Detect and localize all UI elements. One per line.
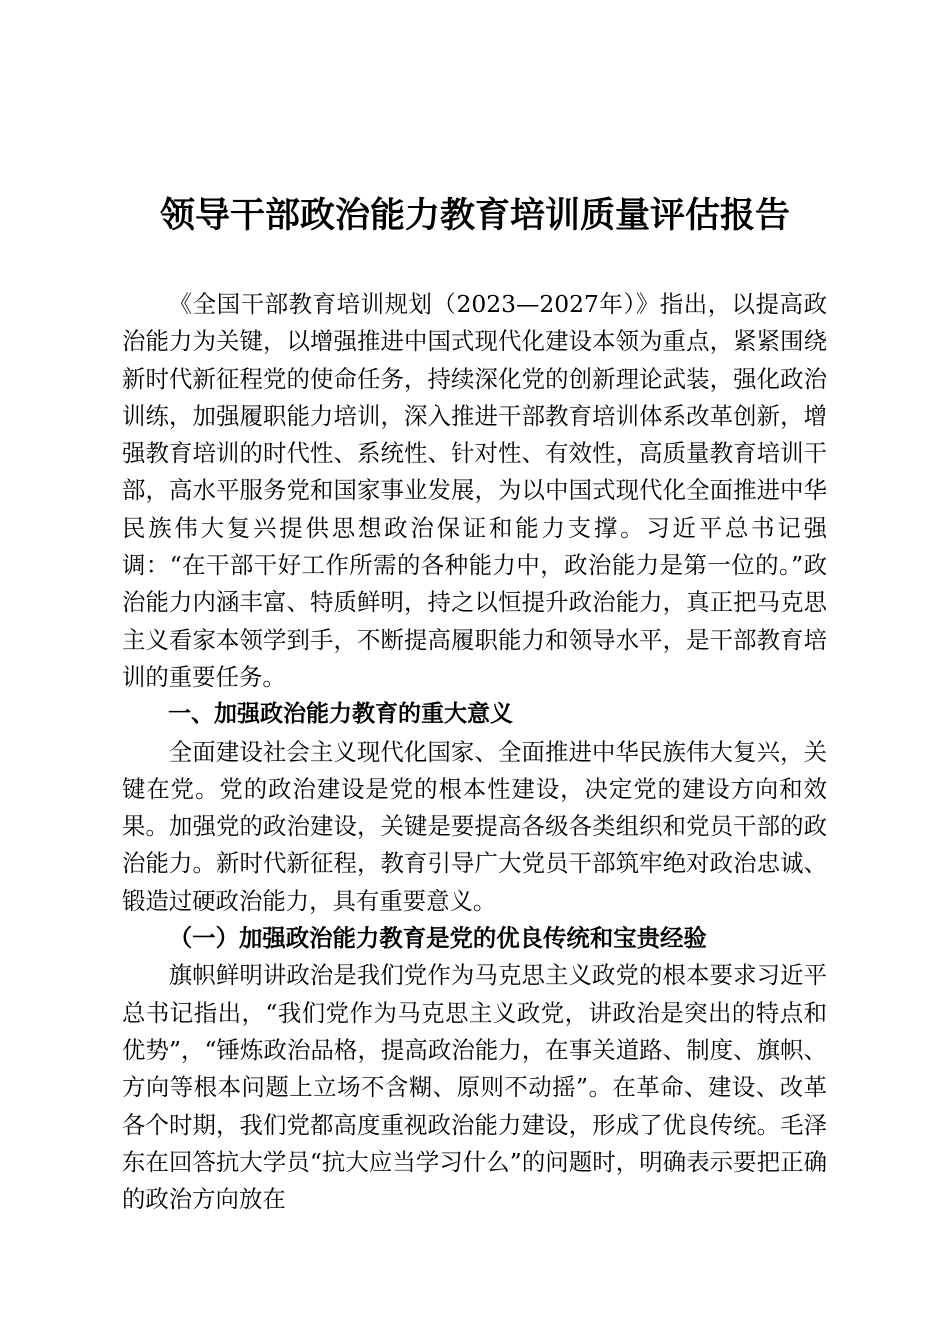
paragraph-section-1: 全面建设社会主义现代化国家、全面推进中华民族伟大复兴，关键在党。党的政治建设是党的根本性建设，决定党的建设方向和效果。加强党的政治建设，关键是要提高各级各类组织和党员干部的政治能力。新时代新征程，教育引导广大党员干部筑牢绝对政治忠诚、锻造过硬政治能力，具有重要意义。 [122,737,827,915]
paragraph-intro: 《全国干部教育培训规划（2023—2027年）》指出，以提高政治能力为关键，以增强推进中国式现代化建设本领为重点，紧紧围绕新时代新征程党的使命任务，持续深化党的创新理论武装，强化政治训练，加强履职能力培训，深入推进干部教育培训体系改革创新，增强教育培训的时代性、系统性、针对性、有效性，高质量教育培训干部，高水平服务党和国家事业发展，为以中国式现代化全面推进中华民族伟大复兴提供思想政治保证和能力支撑。习近平总书记强调：“在干部干好工作所需的各种能力中，政治能力是第一位的。”政治能力内涵丰富、特质鲜明，持之以恒提升政治能力，真正把马克思主义看家本领学到手，不断提高履职能力和领导水平，是干部教育培训的重要任务。 [122,290,827,691]
document-body [122,286,827,1218]
paragraph-subsection-1: 旗帜鲜明讲政治是我们党作为马克思主义政党的根本要求习近平总书记指出，“我们党作为马克思主义政党，讲政治是突出的特点和优势”，“锤炼政治品格，提高政治能力，在事关道路、制度、旗帜、方向等根本问题上立场不含糊、原则不动摇”。在革命、建设、改革各个时期，我们党都高度重视政治能力建设，形成了优良传统。毛泽东在回答抗大学员“抗大应当学习什么”的问题时，明确表示要把正确的政治方向放在 [122,961,827,1214]
section-heading-1: 一、加强政治能力教育的重大意义 [168,701,513,728]
document-title: 领导干部政治能力教育培训质量评估报告 [159,195,790,236]
subsection-heading-1: （一）加强政治能力教育是党的优良传统和宝贵经验 [168,924,707,953]
